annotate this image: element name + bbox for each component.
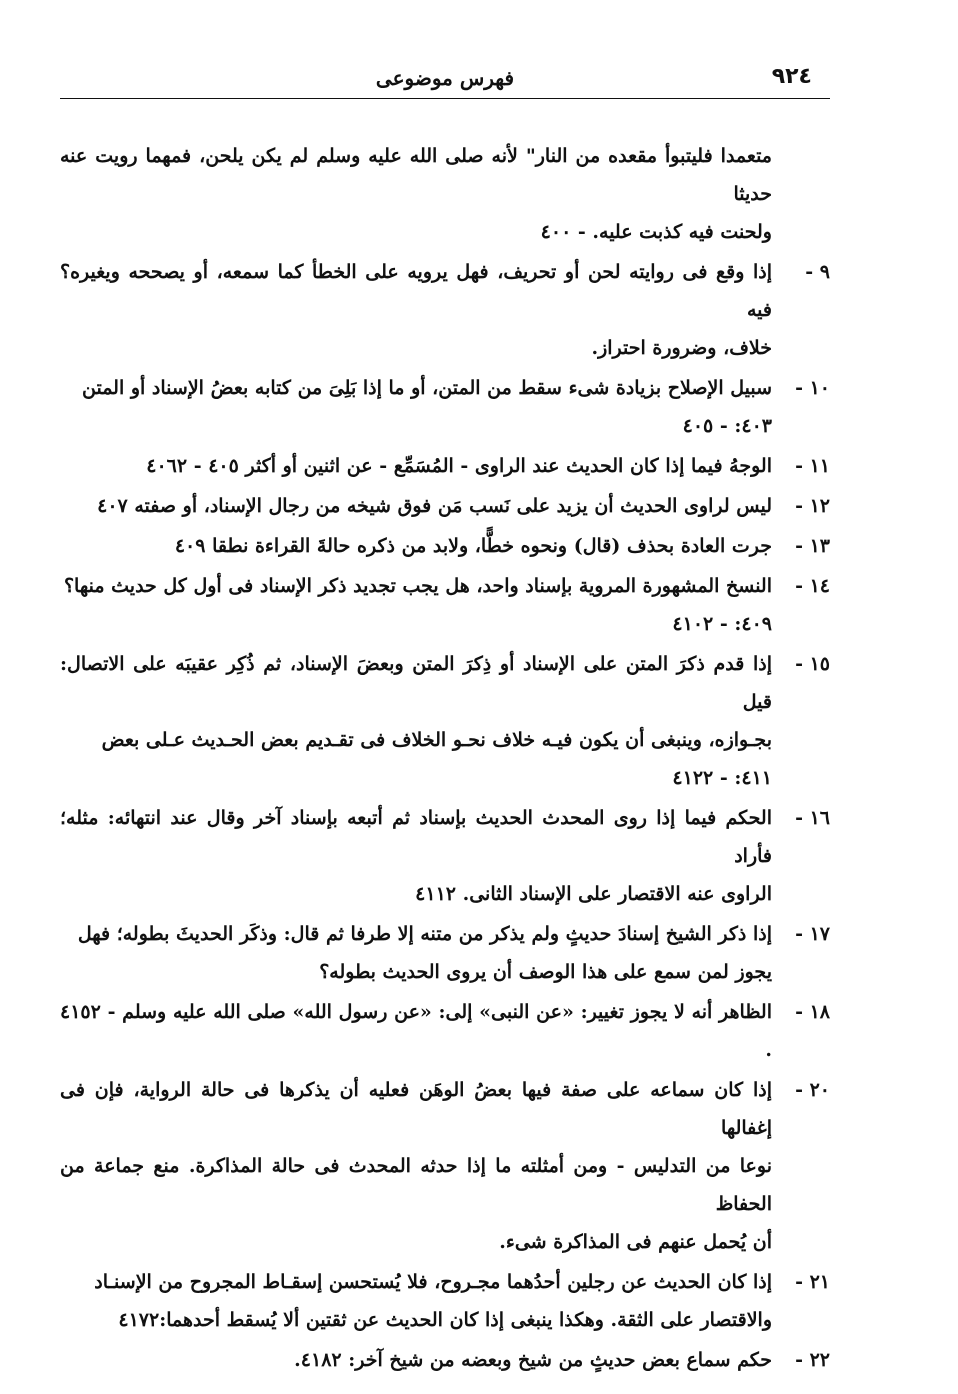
entry-line: ليس لراوى الحديث أن يزيد على نَسب مَن فوق شيخه من رجال الإسناد، أو صفته ٤٠٧	[97, 495, 772, 517]
entry-line: نوعا من التدليس - ومن أمثلته ما إذا حدثه المحدث فى حالة المذاكرة. منع جماعة من الحفاظ	[60, 1155, 772, 1215]
entry-number: ١١ -	[795, 455, 830, 477]
index-entry	[60, 1071, 830, 1261]
entry-line: الظاهر أنه لا يجوز تغيير: «عن النبى» إلى: «عن رسول الله» صلى الله عليه وسلم - ٤١٥٢ .	[60, 1001, 772, 1061]
entry-text	[60, 1071, 772, 1261]
entry-line: إذا كان الحديث عن رجلين أحدُهما مجـروح، فلا يُستحسن إسقـاط المجروح من الإسنـاد	[94, 1271, 772, 1293]
entry-number: ٢١ -	[795, 1271, 830, 1293]
entry-line: سبيل الإصلاح بزيادة شىء سقط من المتن، أو ما إذا بَلِىَ من كتابه بعضُ الإسناد أو المتن	[82, 377, 772, 399]
entry-line: الراوى عنه الاقتصار على الإسناد الثانى. ٤١١٢	[415, 883, 772, 905]
running-header	[60, 60, 830, 99]
index-entry	[60, 567, 830, 643]
entry-line: إذا وقع فى روايته لحن أو تحريف، فهل يرويه على الخطأ كما سمعه، أو يصححه ويغيره؟ فيه	[60, 261, 772, 321]
entry-line: ولحنت فيه كذبت عليه. - ٤٠٠	[540, 221, 772, 243]
entry-line: حكم سماع بعض حديثٍ من شيخ وبعضه من شيخ آخر: ٤١٨٢.	[294, 1349, 772, 1371]
index-entry	[60, 527, 830, 565]
entry-text	[60, 645, 772, 797]
index-entry	[60, 447, 830, 485]
entry-number: ١٨ -	[795, 1001, 830, 1023]
entry-text	[60, 527, 772, 565]
index-entry	[60, 1263, 830, 1339]
index-entry	[60, 645, 830, 797]
entry-line: إذا ذكر الشيخ إسنادَ حديثٍ ولم يذكر من متنه إلا طرفا ثم قال: وذكَر الحديثَ بطوله؛ فهل	[77, 923, 772, 945]
entry-line: متعمدا فليتبوأ مقعده من النار" لأنه صلى الله عليه وسلم لم يكن يلحن، فمهما رويت عنه حديثا	[60, 145, 772, 205]
entry-line: إذا قدم ذكرَ المتن على الإسناد أو ذِكرَ المتن وبعضَ الإسناد، ثم ذُكِر عقيبَه على الاتصال: قيل	[60, 653, 772, 713]
entry-text	[60, 253, 772, 367]
entry-number: ١٤ -	[795, 575, 830, 597]
entry-number: ١٢ -	[795, 495, 830, 517]
entry-line: الحكم فيما إذا روى المحدث الحديث بإسناد ثم أتبعه بإسناد آخر وقال عند انتهائه: مثله؛ فأراد	[60, 807, 772, 867]
entry-text	[60, 137, 772, 251]
index-entry	[60, 137, 830, 251]
entry-line: يجوز لمن سمع على هذا الوصف أن يروى الحديث بطوله؟	[319, 961, 772, 983]
entry-number: ١٣ -	[795, 535, 830, 557]
entry-text	[60, 369, 772, 445]
index-entry	[60, 253, 830, 367]
entry-number: ٢٠ -	[795, 1079, 830, 1101]
entry-line: بجـوازه، وينبغى أن يكون فيـه خلاف نحـو الخلاف فى تقـديم بعض الحـديث عـلى بعض	[101, 729, 772, 751]
entry-text	[60, 1263, 772, 1339]
entry-line: ٤٠٣: - ٤٠٥	[682, 415, 772, 437]
entry-text	[60, 993, 772, 1069]
page-number: ٩٢٤	[771, 64, 812, 89]
entry-text	[60, 447, 772, 485]
index-entry	[60, 915, 830, 991]
entry-text	[60, 567, 772, 643]
entry-text	[60, 915, 772, 991]
entry-number: ٢٢ -	[795, 1349, 830, 1371]
entry-number: ١٠ -	[795, 377, 830, 399]
index-entry	[60, 993, 830, 1069]
index-entry	[60, 369, 830, 445]
entry-line: الوجهُ فيما إذا كان الحديث عند الراوى - المُسَمِّع - عن اثنين أو أكثر ٤٠٥ - ٤٠٦٢	[146, 455, 772, 477]
index-entry	[60, 799, 830, 913]
entry-number: ١٥ -	[795, 653, 830, 675]
index-entry	[60, 487, 830, 525]
entry-line: خلاف، وضرورة احتراز.	[591, 337, 772, 359]
running-title: فهرس موضوعى	[375, 66, 515, 90]
entry-number: ٩ -	[805, 261, 830, 283]
entry-line: ٤١١: - ٤١٢٢	[672, 767, 772, 789]
entry-line: أن يُحمل عنهم فى المذاكرة شىء.	[499, 1231, 772, 1253]
entry-line: ٤٠٩: - ٤١٠٢	[672, 613, 772, 635]
entry-text	[60, 1341, 772, 1379]
entry-line: والاقتصار على الثقة. وهكذا ينبغى إذا كان الحديث عن ثقتين ألا يُسقط أحدهما:٤١٧٢	[118, 1309, 772, 1331]
entry-line: جرت العادة بحذف (قال) ونحوه خطًّا، ولابد من ذكره حالةَ القراءة نطقا ٤٠٩	[174, 535, 772, 557]
entry-text	[60, 487, 772, 525]
entry-line: إذا كان سماعه على صفة فيها بعضُ الوهَن فعليه أن يذكرها فى حالة الرواية، فإن فى إغفالها	[60, 1079, 772, 1139]
document-page	[60, 60, 830, 1371]
index-entries	[60, 137, 830, 1379]
entry-line: النسخ المشهورة المروية بإسناد واحد، هل يجب تجديد ذكر الإسناد فى أول كل حديث منها؟	[63, 575, 772, 597]
entry-number: ١٧ -	[795, 923, 830, 945]
entry-text	[60, 799, 772, 913]
index-entry	[60, 1341, 830, 1379]
entry-number: ١٦ -	[795, 807, 830, 829]
